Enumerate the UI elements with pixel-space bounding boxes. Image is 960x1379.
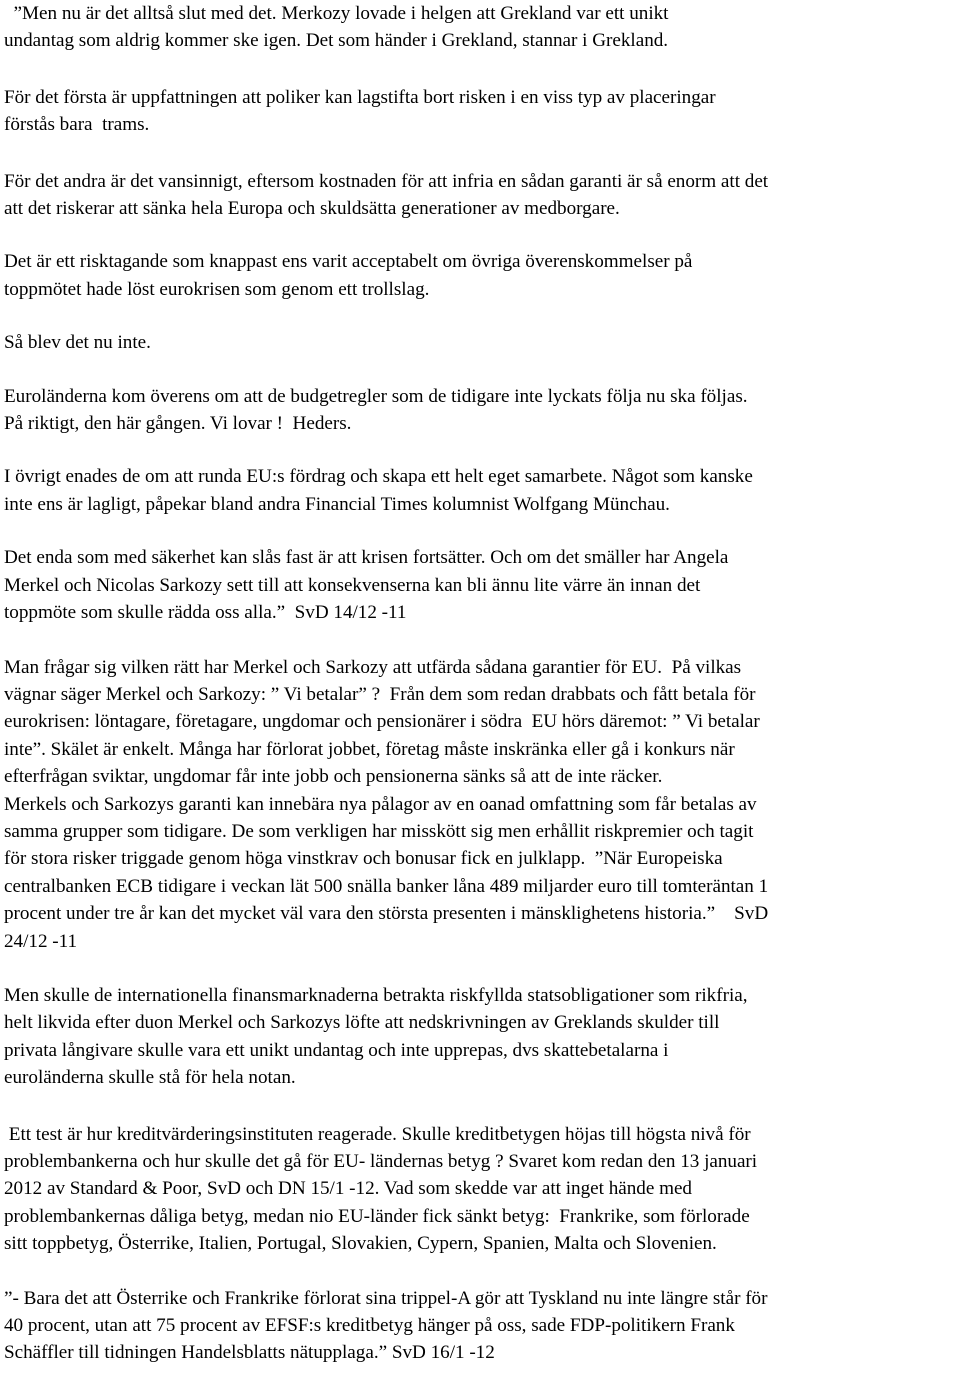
text-line: 2012 av Standard & Poor, SvD och DN 15/1 -12. Vad som skedde var att inget hände med [4,1178,692,1200]
text-line: inte ens är lagligt, påpekar bland andra Financial Times kolumnist Wolfgang Münchau. [4,493,670,515]
text-line: Ett test är hur kreditvärderingsinstituten reagerade. Skulle kreditbetygen höjas till högsta nivå för [4,1123,751,1145]
text-line: toppmötet hade löst eurokrisen som genom ett trollslag. [4,278,430,300]
paragraph-crisis-continues [4,544,960,626]
text-line: efterfrågan sviktar, ungdomar får inte jobb och pensionerna sänks så att de inte räcker. [4,766,663,788]
text-line: Det är ett risktagande som knappast ens varit acceptabelt om övriga överenskommelser på [4,251,693,273]
paragraph-first-point [4,84,960,139]
text-line: I övrigt enades de om att runda EU:s fördrag och skapa ett helt eget samarbete. Något som kanske [4,466,753,488]
text-line: helt likvida efter duon Merkel och Sarkozys löfte att nedskrivningen av Greklands skulder till [4,1012,720,1034]
text-line: euroländerna skulle stå för hela notan. [4,1067,296,1089]
text-line: toppmöte som skulle rädda oss alla.” SvD 14/12 -11 [4,602,407,624]
text-line: problembankerna och hur skulle det gå för EU- ländernas betyg ? Svaret kom redan den 13 januari [4,1151,758,1172]
text-line: inte”. Skälet är enkelt. Många har förlorat jobbet, företag måste inskränka eller gå i konkurs när [4,738,735,760]
text-line: centralbanken ECB tidigare i veckan lät 500 snälla banker låna 489 miljarder euro till tomteräntan 1 [4,875,769,897]
text-line: för stora risker triggade genom höga vinstkrav och bonusar fick en julklapp. ”När Europeiska [4,848,723,870]
text-line: Det enda som med säkerhet kan slås fast är att krisen fortsätter. Och om det smäller har Angela [4,547,729,569]
text-line: På riktigt, den här gången. Vi lovar ! Heders. [4,413,352,435]
paragraph-second-point [4,168,960,223]
text-line: samma grupper som tidigare. De som verkligen har misskött sig men erhållit riskpremier och tagit [4,820,754,842]
paragraph-risk-taking [4,248,960,303]
text-line: problembankernas dåliga betyg, medan nio EU-länder fick sänkt betyg: Frankrike, som förlorade [4,1205,750,1227]
text-line: sitt toppbetyg, Österrike, Italien, Portugal, Slovakien, Cypern, Spanien, Malta och Slovenien. [4,1233,717,1255]
text-line: Så blev det nu inte. [4,332,151,354]
paragraph-short [4,329,960,356]
text-line: Merkel och Nicolas Sarkozy sett till att konsekvenserna kan bli ännu lite värre än innan det [4,574,701,596]
text-line: förstås bara trams. [4,114,150,136]
text-line: Man frågar sig vilken rätt har Merkel och Sarkozy att utfärda sådana garantier för EU. På vilkas [4,656,742,678]
paragraph-merkozy-quote [4,0,960,55]
text-line: undantag som aldrig kommer ske igen. Det som händer i Grekland, stannar i Grekland. [4,30,669,52]
paragraph-treaty [4,463,960,518]
text-line: Merkels och Sarkozys garanti kan innebära nya pålagor av en oanad omfattning som får betalas av [4,793,757,815]
paragraph-budget-rules [4,383,960,438]
text-line: att det riskerar att sänka hela Europa och skuldsätta generationer av medborgare. [4,198,620,220]
text-line: Men skulle de internationella finansmarknaderna betrakta riskfyllda statsobligationer som rikfria, [4,984,748,1006]
text-line: 40 procent, utan att 75 procent av EFSF:s kreditbetyg hänger på oss, sade FDP-politikern Frank [4,1315,735,1337]
text-line: För det första är uppfattningen att poliker kan lagstifta bort risken i en viss typ av placeringar [4,86,716,108]
text-line: ”Men nu är det alltså slut med det. Merkozy lovade i helgen att Grekland var ett unikt [4,3,669,24]
text-line: Schäffler till tidningen Handelsblatts nätupplaga.” SvD 16/1 -12 [4,1342,495,1364]
text-line: ”- Bara det att Österrike och Frankrike förlorat sina trippel-A gör att Tyskland nu inte längre står för [4,1287,768,1309]
paragraph-guarantees [4,654,960,955]
text-line: privata långivare skulle vara ett unikt undantag och inte upprepas, dvs skattebetalarna i [4,1039,669,1061]
paragraph-credit-ratings [4,1121,960,1258]
text-line: eurokrisen: löntagare, företagare, ungdomar och pensionärer i södra EU hörs däremot: ” Vi betalar [4,711,760,733]
text-line: vägnar säger Merkel och Sarkozy: ” Vi betalar” ? Från dem som redan drabbats och fått betala för [4,683,756,705]
document-page [4,0,960,1367]
text-line: 24/12 -11 [4,930,78,952]
paragraph-markets [4,982,960,1092]
paragraph-schaffler-quote [4,1285,960,1367]
text-line: Euroländerna kom överens om att de budgetregler som de tidigare inte lyckats följa nu ska följas. [4,385,748,407]
text-line: För det andra är det vansinnigt, eftersom kostnaden för att infria en sådan garanti är så enorm att det [4,170,769,192]
text-line: procent under tre år kan det mycket väl vara den största presenten i mänsklighetens historia.” SvD [4,903,769,925]
